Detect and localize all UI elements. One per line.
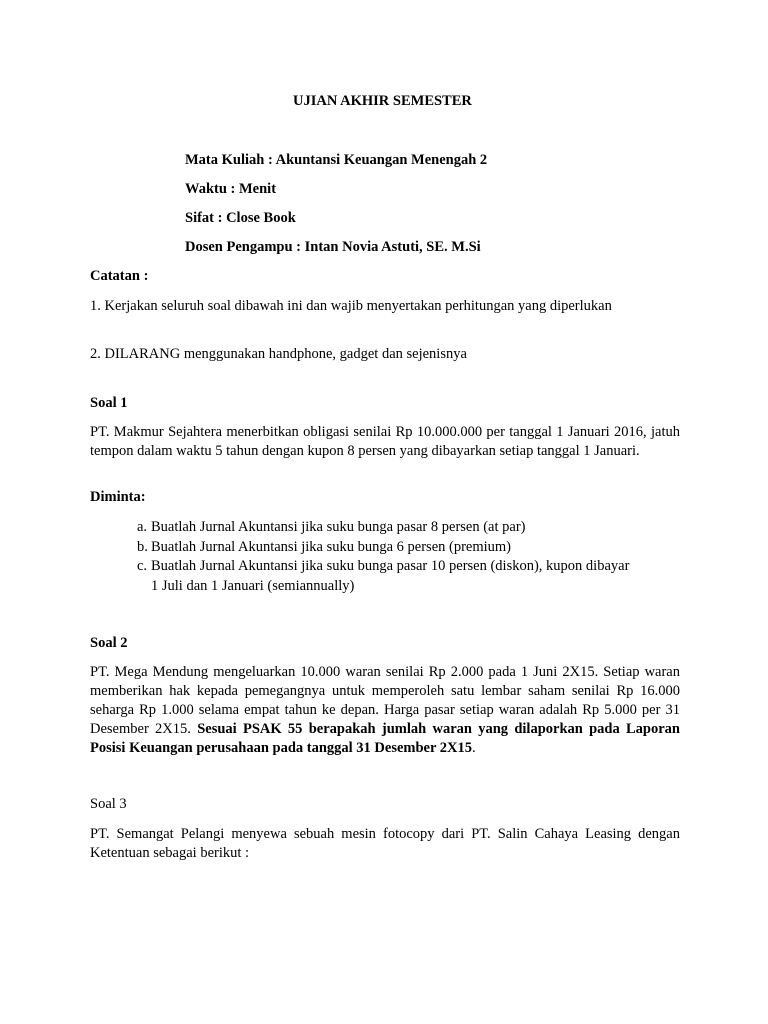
page-title: UJIAN AKHIR SEMESTER xyxy=(293,93,472,109)
list-item-text: Buatlah Jurnal Akuntansi jika suku bunga pasar 10 persen (diskon), kupon dibayar xyxy=(151,558,630,574)
note-item-2: 2. DILARANG menggunakan handphone, gadget dan sejenisnya xyxy=(90,346,467,362)
exam-time: Waktu : Menit xyxy=(185,181,277,197)
list-marker: a. xyxy=(137,519,148,535)
question-3-heading: Soal 3 xyxy=(90,796,127,812)
list-item-text: Buatlah Jurnal Akuntansi jika suku bunga 6 persen (premium) xyxy=(151,538,512,555)
course-name: Mata Kuliah : Akuntansi Keuangan Menengah 2 xyxy=(185,152,488,168)
question-1-list xyxy=(137,518,629,596)
question-2-text xyxy=(90,663,680,758)
list-item xyxy=(137,557,629,577)
question-1-asked-heading: Diminta: xyxy=(90,489,146,505)
question-2-body: PT. Mega Mendung mengeluarkan 10.000 waran senilai Rp 2.000 pada 1 Juni 2X15. Setiap waran memberikan hak kepada pemegangnya untuk memperoleh satu lembar saham senilai Rp 16.000 seharga Rp 1.000 selama empat tahun ke depan. Harga pasar setiap waran adalah Rp 5.000 per 31 Desember 2X15. xyxy=(90,664,680,737)
list-item-continuation: 1 Juli dan 1 Januari (semiannually) xyxy=(151,577,355,594)
lecturer: Dosen Pengampu : Intan Novia Astuti, SE. M.Si xyxy=(185,239,481,255)
notes-heading: Catatan : xyxy=(90,268,149,284)
question-2-question: Sesuai PSAK 55 berapakah jumlah waran yang dilaporkan pada Laporan Posisi Keuangan perusahaan pada tanggal 31 Desember 2X15 xyxy=(90,721,680,756)
question-1-text: PT. Makmur Sejahtera menerbitkan obligasi senilai Rp 10.000.000 per tanggal 1 Januari 2016, jatuh tempon dalam waktu 5 tahun dengan kupon 8 persen yang dibayarkan setiap tanggal 1 Januari. xyxy=(90,424,680,459)
note-item-1: 1. Kerjakan seluruh soal dibawah ini dan wajib menyertakan perhitungan yang diperlukan xyxy=(90,298,612,314)
list-item xyxy=(137,518,629,538)
question-3-text: PT. Semangat Pelangi menyewa sebuah mesin fotocopy dari PT. Salin Cahaya Leasing dengan Ketentuan sebagai berikut : xyxy=(90,826,680,861)
question-2-end: . xyxy=(472,740,476,756)
question-1-heading: Soal 1 xyxy=(90,395,128,411)
list-marker: c. xyxy=(137,558,148,574)
exam-nature: Sifat : Close Book xyxy=(185,210,296,226)
list-item-text: Buatlah Jurnal Akuntansi jika suku bunga pasar 8 persen (at par) xyxy=(151,519,526,535)
question-2-heading: Soal 2 xyxy=(90,635,128,651)
list-item xyxy=(137,538,629,558)
list-marker: b. xyxy=(137,538,148,555)
